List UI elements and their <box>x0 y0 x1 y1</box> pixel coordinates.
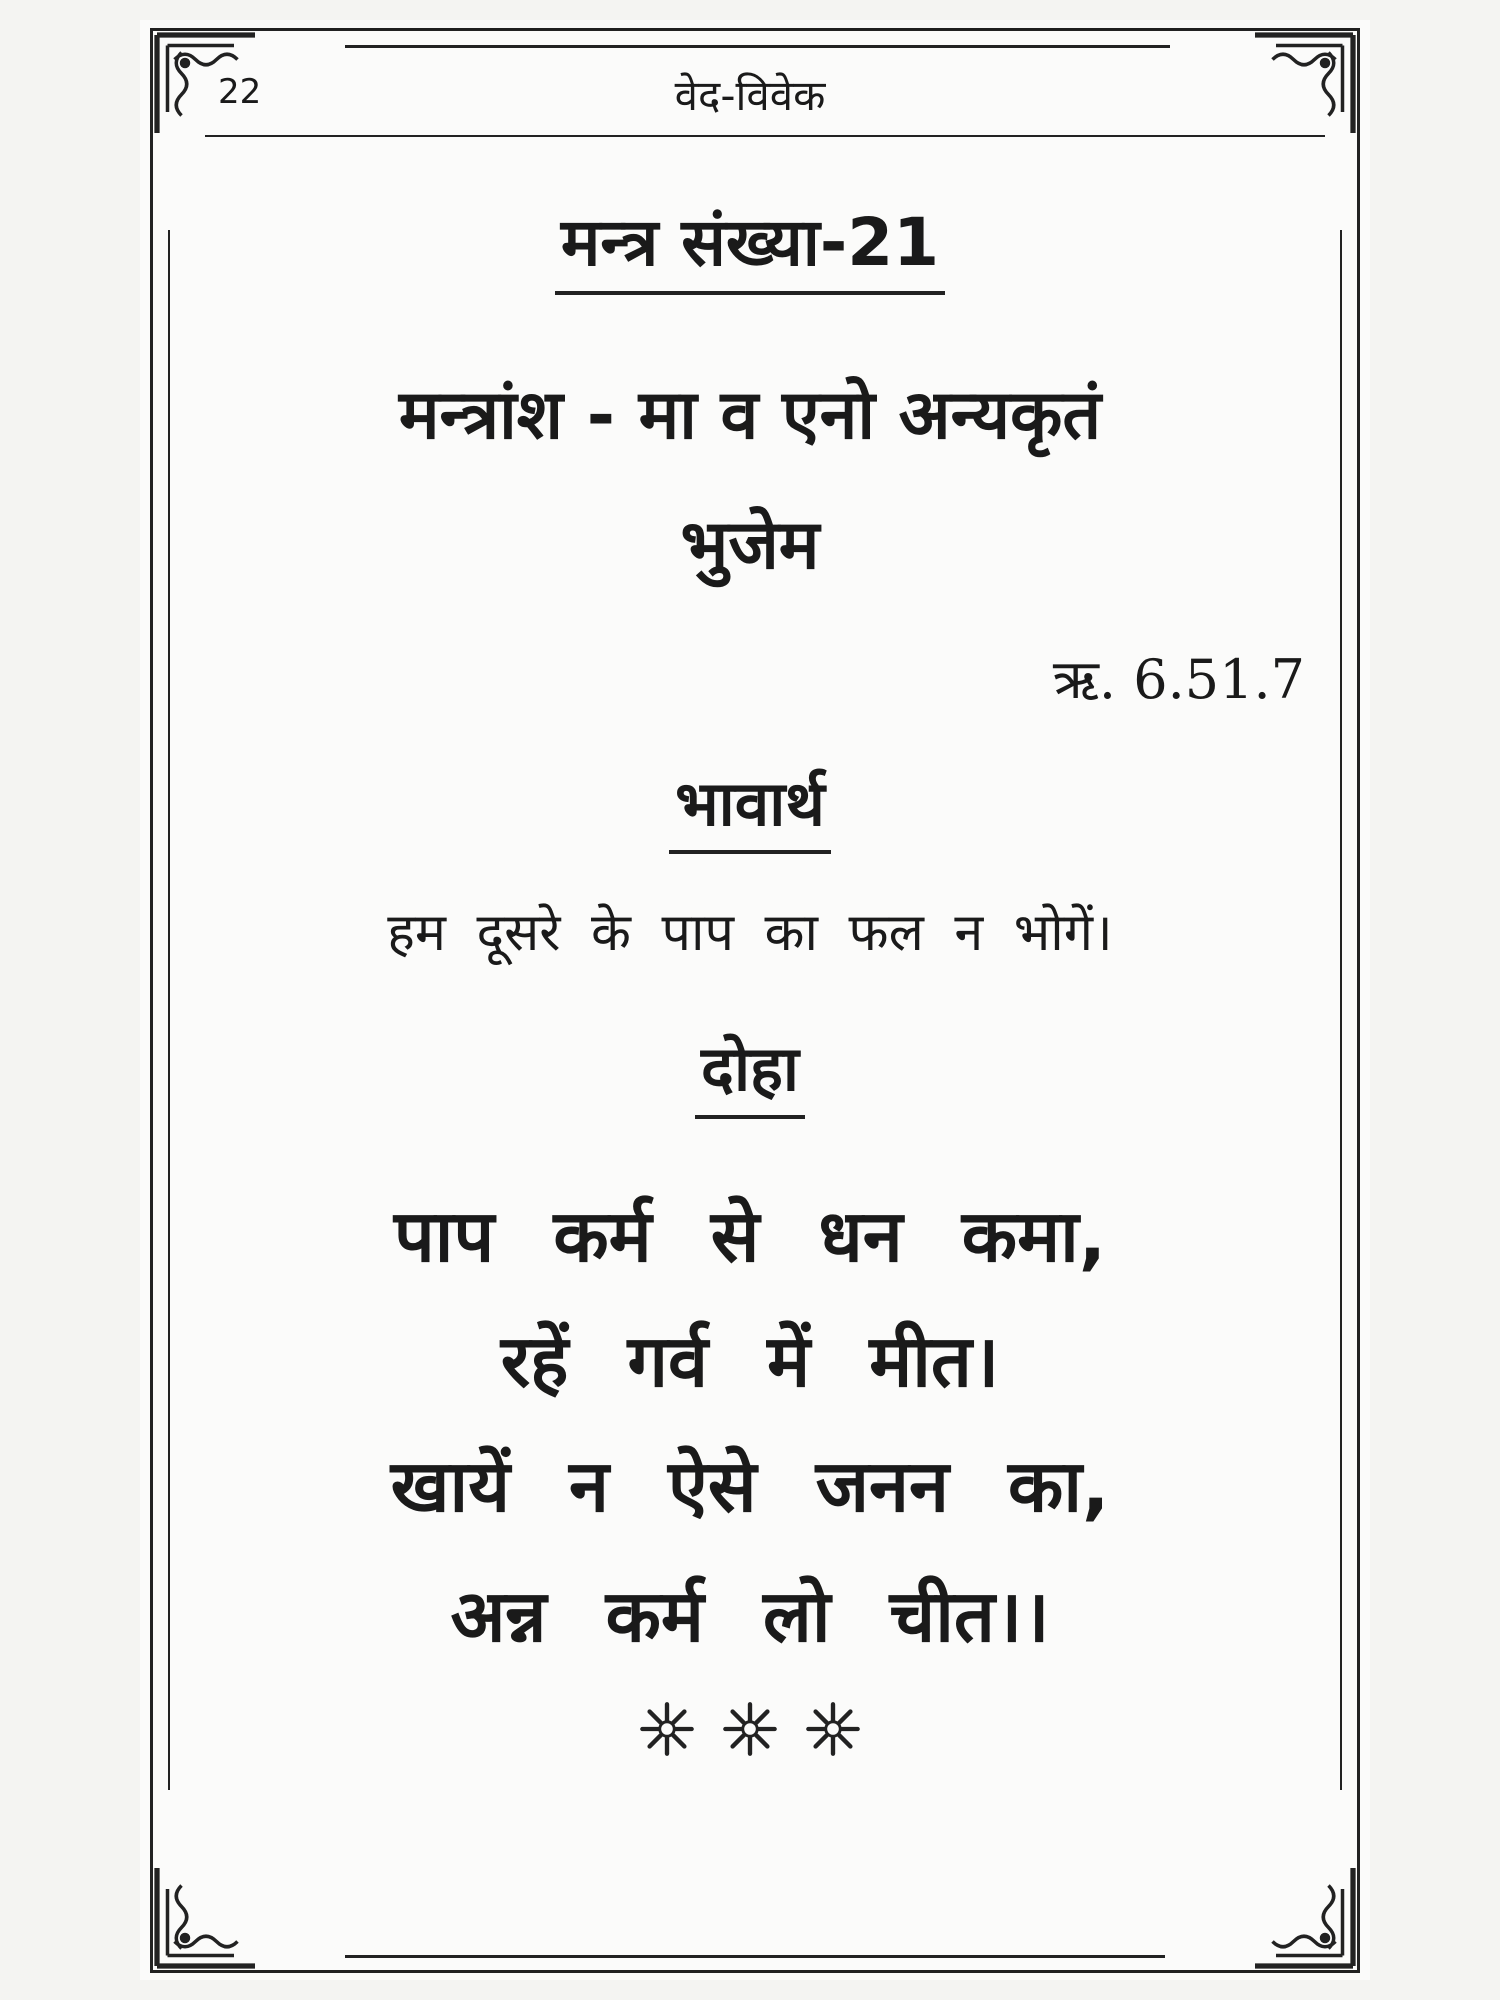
doha-line: अन्न कर्म लो चीत।। <box>450 1574 1050 1658</box>
mantra-number-text: मन्त्र संख्या-21 <box>555 195 945 295</box>
mantransh-line-1: मन्त्रांश - मा व एनो अन्यकृतं <box>398 376 1102 455</box>
book-title: वेद-विवेक <box>674 71 826 120</box>
doha-line: पाप कर्म से धन कमा, <box>393 1194 1107 1278</box>
inner-border <box>168 230 1342 1790</box>
footer-rule <box>345 1955 1165 1958</box>
star-ornament-icon <box>721 1700 779 1758</box>
header-top-rule <box>345 45 1170 48</box>
corner-flourish-icon <box>150 1798 325 1973</box>
mantra-number-heading <box>0 195 1500 295</box>
doha-line: रहें गर्व में मीत। <box>500 1319 1000 1403</box>
section-end-ornament <box>0 1700 1500 1762</box>
doha-heading-text: दोहा <box>695 1025 805 1119</box>
bhavarth-text: हम दूसरे के पाप का फल न भोगें। <box>387 903 1113 963</box>
doha-heading <box>0 1025 1500 1119</box>
star-ornament-icon <box>638 1700 696 1758</box>
star-ornament-icon <box>804 1700 862 1758</box>
mantransh-line-2: भुजेम <box>680 506 820 585</box>
page-number: 22 <box>218 72 262 112</box>
rigveda-reference: ऋ. 6.51.7 <box>1052 648 1305 711</box>
corner-flourish-icon <box>1185 1798 1360 1973</box>
bhavarth-heading <box>0 760 1500 854</box>
header-bottom-rule <box>205 135 1325 137</box>
doha-line: खायें न ऐसे जनन का, <box>390 1444 1110 1528</box>
bhavarth-heading-text: भावार्थ <box>669 760 831 854</box>
